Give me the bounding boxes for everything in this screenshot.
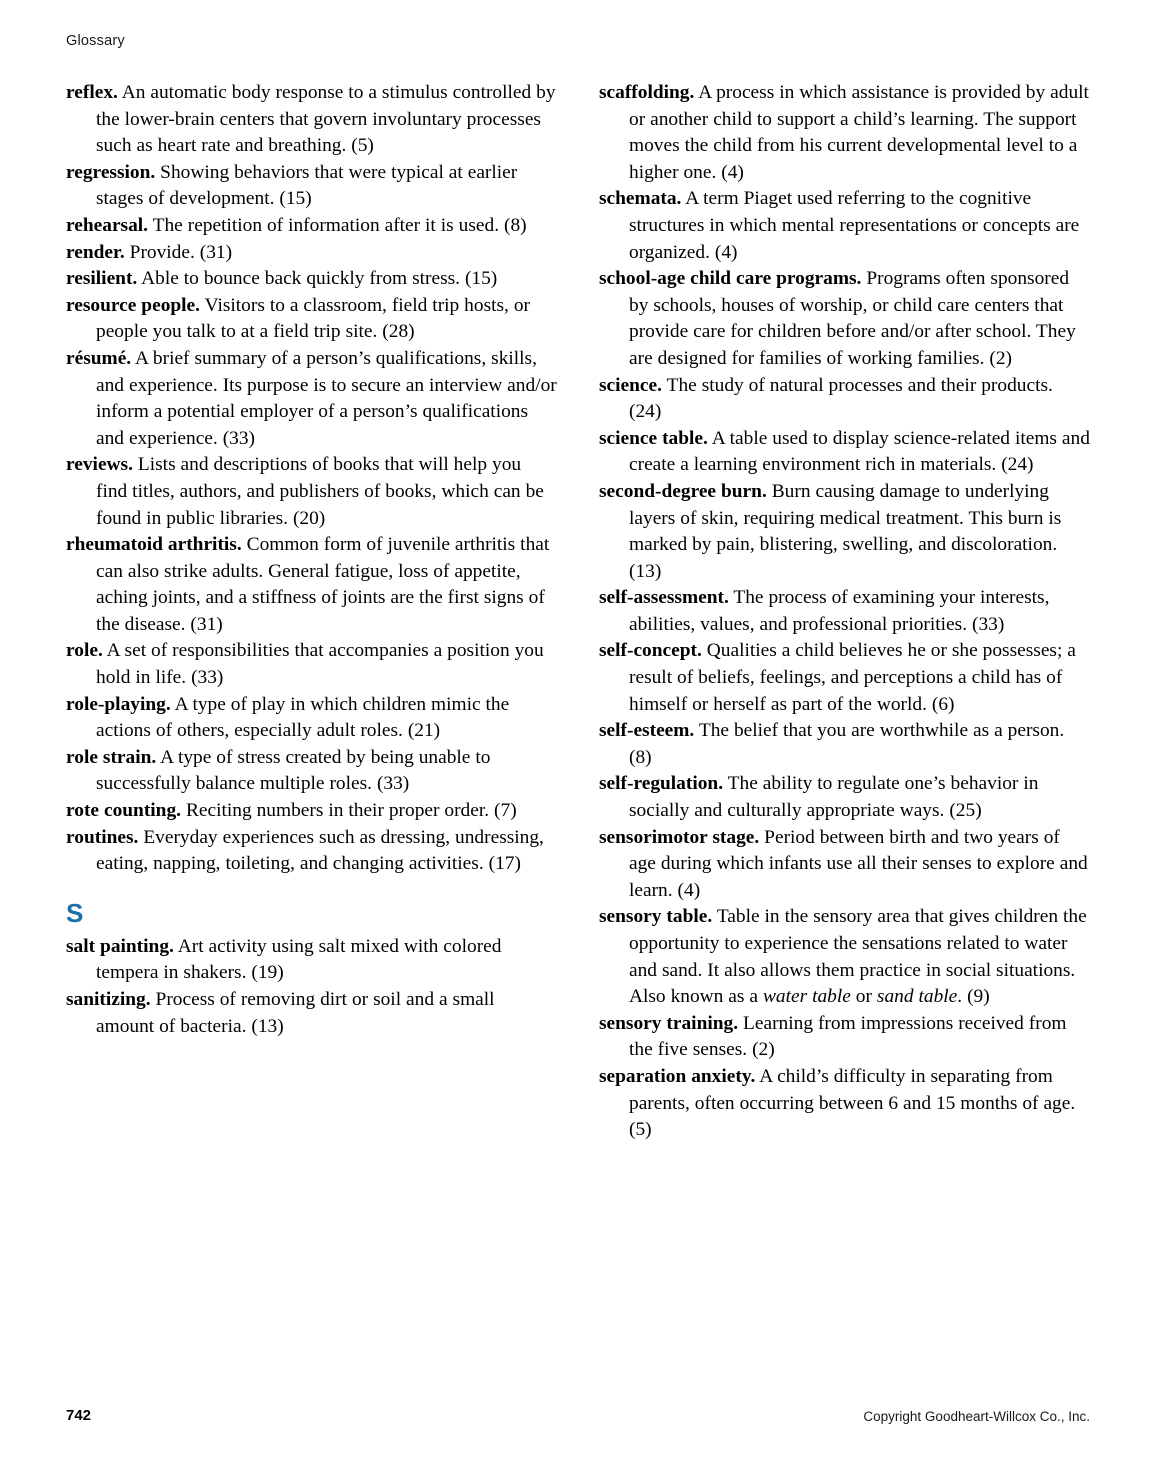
- glossary-term: sensory training.: [599, 1012, 739, 1034]
- glossary-definition: Programs often sponsored by schools, houses of worship, or child care centers that provide care for children before and/or after school. They are designed for families of working families. (2): [629, 268, 1076, 369]
- glossary-entry: [66, 798, 557, 825]
- glossary-entry: [599, 80, 1090, 186]
- page-footer: [66, 1407, 1090, 1427]
- glossary-entry: [599, 771, 1090, 824]
- glossary-term: rote counting.: [66, 800, 182, 822]
- glossary-entry: [66, 825, 557, 878]
- glossary-definition: A term Piaget used referring to the cognitive structures in which mental representations or concepts are organized. (4): [629, 188, 1080, 263]
- glossary-entry: [66, 452, 557, 532]
- glossary-definition: Provide. (31): [124, 241, 233, 263]
- glossary-definition: Visitors to a classroom, field trip hosts, or people you talk to at a field trip site. (28): [96, 294, 530, 343]
- glossary-definition: The ability to regulate one’s behavior in socially and culturally appropriate ways. (25): [629, 773, 1039, 822]
- glossary-definition-italic: water table: [762, 986, 851, 1008]
- glossary-term: render.: [66, 241, 125, 263]
- glossary-term: routines.: [66, 826, 139, 848]
- glossary-entry: [599, 718, 1090, 771]
- glossary-definition: A process in which assistance is provided by adult or another child to support a child’s learning. The support moves the child from his current developmental level to a higher one. (4): [629, 82, 1089, 183]
- glossary-definition: A table used to display science-related items and create a learning environment rich in materials. (24): [629, 427, 1090, 476]
- glossary-definition: A brief summary of a person’s qualifications, skills, and experience. Its purpose is to secure an interview and/or inform a potential employer of a person’s qualifications and experience. (33): [96, 347, 557, 449]
- glossary-entry: [599, 186, 1090, 266]
- glossary-term: self-regulation.: [599, 773, 724, 795]
- glossary-term: role-playing.: [66, 693, 171, 715]
- glossary-definition: Process of removing dirt or soil and a small amount of bacteria. (13): [96, 989, 495, 1037]
- glossary-definition: Able to bounce back quickly from stress. (15): [137, 268, 498, 290]
- glossary-definition: Everyday experiences such as dressing, undressing, eating, napping, toileting, and changing activities. (17): [96, 826, 544, 875]
- glossary-entry: [599, 266, 1090, 372]
- glossary-entry: [599, 638, 1090, 718]
- copyright-notice: Copyright Goodheart-Willcox Co., Inc.: [863, 1409, 1090, 1424]
- glossary-term: resilient.: [66, 268, 138, 290]
- glossary-definition: Lists and descriptions of books that will help you find titles, authors, and publishers of books, which can be found in public libraries. (20): [96, 454, 544, 529]
- glossary-entry: [599, 426, 1090, 479]
- page-number: 742: [66, 1407, 92, 1424]
- glossary-term: science.: [599, 374, 662, 396]
- glossary-term: sanitizing.: [66, 989, 151, 1010]
- glossary-columns: [66, 80, 1090, 1144]
- glossary-term: schemata.: [599, 188, 682, 210]
- glossary-entry: [66, 934, 557, 987]
- glossary-definition: Period between birth and two years of age during which infants use all their senses to explore and learn. (4): [629, 826, 1088, 901]
- glossary-definition: Qualities a child believes he or she possesses; a result of beliefs, feelings, and perceptions a child has of himself or herself as part of the world. (6): [629, 640, 1076, 715]
- glossary-term: sensorimotor stage.: [599, 826, 760, 848]
- glossary-definition: A type of play in which children mimic the actions of others, especially adult roles. (21): [96, 693, 510, 742]
- glossary-term: scaffolding.: [599, 82, 695, 103]
- glossary-term: role.: [66, 640, 103, 662]
- glossary-term: science table.: [599, 427, 708, 449]
- glossary-term: self-concept.: [599, 640, 702, 662]
- glossary-definition: The process of examining your interests, abilities, values, and professional priorities. (33): [629, 587, 1050, 635]
- glossary-entry: [66, 532, 557, 638]
- glossary-definition: The belief that you are worthwhile as a person. (8): [629, 720, 1065, 768]
- section-letter-heading: S: [66, 897, 84, 928]
- glossary-definition-mid: or: [850, 986, 877, 1008]
- glossary-definition-tail: . (9): [957, 986, 990, 1008]
- glossary-term: self-assessment.: [599, 587, 729, 609]
- glossary-term: rheumatoid arthritis.: [66, 534, 242, 556]
- glossary-term: salt painting.: [66, 935, 174, 957]
- glossary-entry: [66, 638, 557, 691]
- glossary-entry: [599, 479, 1090, 585]
- glossary-definition: Art activity using salt mixed with colored tempera in shakers. (19): [96, 935, 502, 984]
- glossary-entry: [66, 80, 557, 160]
- glossary-definition: A set of responsibilities that accompanies a position you hold in life. (33): [96, 640, 544, 689]
- glossary-entry: [599, 373, 1090, 426]
- glossary-definition: Showing behaviors that were typical at earlier stages of development. (15): [96, 161, 518, 210]
- glossary-entry: [66, 266, 557, 293]
- glossary-definition: The repetition of information after it is used. (8): [148, 214, 527, 236]
- glossary-definition: A child’s difficulty in separating from parents, often occurring between 6 and 15 months of age. (5): [629, 1065, 1076, 1141]
- glossary-entry: [66, 240, 557, 267]
- glossary-term: rehearsal.: [66, 214, 149, 236]
- glossary-entry: [599, 1011, 1090, 1064]
- glossary-definition: Reciting numbers in their proper order. (7): [181, 800, 517, 822]
- glossary-entry: [66, 293, 557, 346]
- glossary-term: second-degree burn.: [599, 480, 767, 502]
- glossary-entry: [599, 1064, 1090, 1144]
- glossary-entry: [66, 160, 557, 213]
- glossary-term: sensory table.: [599, 906, 713, 928]
- glossary-definition: An automatic body response to a stimulus controlled by the lower-brain centers that govern involuntary processes such as heart rate and breathing. (5): [96, 82, 556, 157]
- glossary-definition: Learning from impressions received from the five senses. (2): [629, 1012, 1067, 1061]
- glossary-entry: [66, 692, 557, 745]
- glossary-term: regression.: [66, 161, 156, 183]
- glossary-entry: [66, 213, 557, 240]
- glossary-definition: A type of stress created by being unable to successfully balance multiple roles. (33): [96, 746, 491, 795]
- running-head: Glossary: [66, 33, 125, 49]
- glossary-definition: Burn causing damage to underlying layers of skin, requiring medical treatment. This burn is marked by pain, blistering, swelling, and discoloration. (13): [629, 480, 1062, 582]
- glossary-definition: The study of natural processes and their products. (24): [629, 374, 1053, 423]
- glossary-entry: [66, 987, 557, 1040]
- glossary-term: separation anxiety.: [599, 1065, 756, 1087]
- left-column: [66, 80, 557, 1144]
- glossary-term: résumé.: [66, 347, 132, 369]
- glossary-entry: [66, 745, 557, 798]
- glossary-entry: [66, 346, 557, 452]
- glossary-term: reflex.: [66, 82, 118, 103]
- glossary-term: role strain.: [66, 746, 157, 768]
- glossary-term: self-esteem.: [599, 720, 695, 742]
- glossary-term: resource people.: [66, 294, 201, 316]
- glossary-entry: [599, 585, 1090, 638]
- glossary-entry: [599, 904, 1090, 1010]
- glossary-entry: [599, 825, 1090, 905]
- glossary-definition-italic: sand table: [876, 986, 958, 1008]
- right-column: [599, 80, 1090, 1144]
- glossary-term: reviews.: [66, 454, 133, 476]
- glossary-term: school-age child care programs.: [599, 268, 862, 290]
- glossary-definition: Common form of juvenile arthritis that can also strike adults. General fatigue, loss of appetite, aching joints, and a stiffness of joints are the first signs of the disease. (31): [96, 534, 550, 635]
- glossary-definition: Table in the sensory area that gives children the opportunity to experience the sensations related to water and sand. It also allows them practice in social situations. Also known as a: [629, 906, 1087, 1008]
